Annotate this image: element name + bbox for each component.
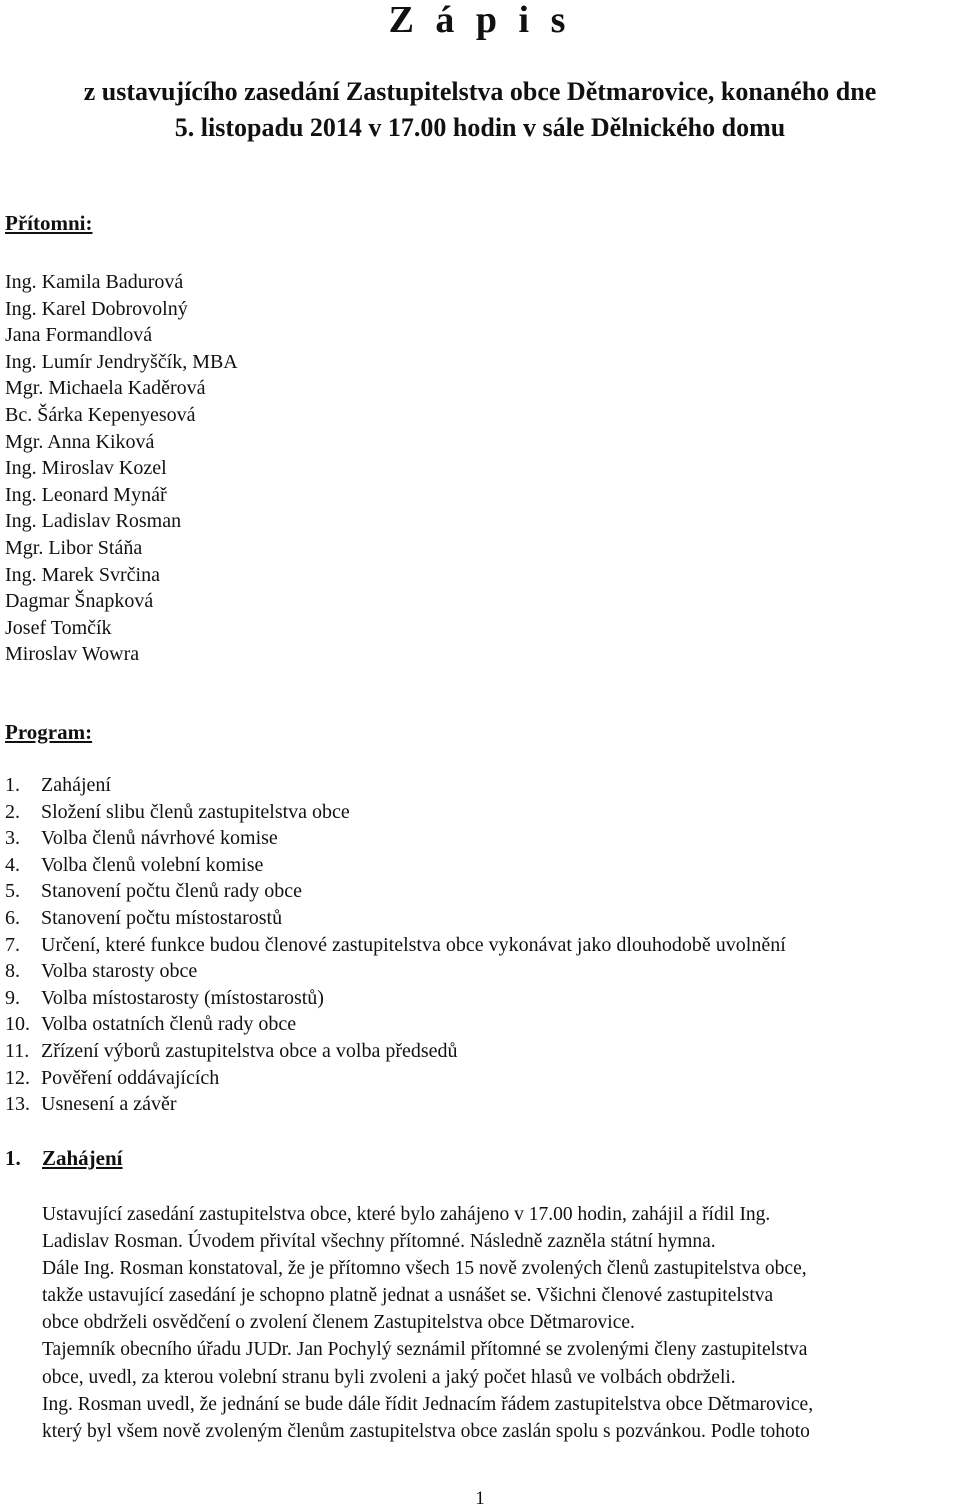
attendee-name: Ing. Miroslav Kozel <box>5 457 167 480</box>
attendee-name: Miroslav Wowra <box>5 643 140 666</box>
program-item-number: 11. <box>5 1039 30 1062</box>
program-item <box>5 932 786 959</box>
document-subtitle <box>0 74 960 146</box>
body-line: Tajemník obecního úřadu JUDr. Jan Pochylý seznámil přítomné se zvolenými členy zastupitelstva <box>42 1339 808 1361</box>
program-item <box>5 1011 786 1038</box>
program-item <box>5 772 786 799</box>
program-item-text: Volba místostarosty (místostarostů) <box>41 986 324 1009</box>
attendee-name: Josef Tomčík <box>5 616 112 639</box>
program-item-number: 7. <box>5 933 20 956</box>
attendee-name: Dagmar Šnapková <box>5 590 154 613</box>
attendee-name: Mgr. Libor Stáňa <box>5 536 143 559</box>
subtitle-line-2: 5. listopadu 2014 v 17.00 hodin v sále Dělnického domu <box>174 113 786 142</box>
program-item <box>5 852 786 879</box>
attendee-name: Ing. Karel Dobrovolný <box>5 297 188 320</box>
body-line: který byl všem nově zvoleným členům zastupitelstva obce zaslán spolu s pozvánkou. Podle tohoto <box>42 1420 810 1442</box>
program-item-text: Zřízení výborů zastupitelstva obce a volba předsedů <box>41 1039 458 1062</box>
program-item <box>5 825 786 852</box>
program-item-number: 3. <box>5 827 20 850</box>
program-item-number: 1. <box>5 774 20 796</box>
body-line: obce, uvedl, za kterou volební stranu byli zvoleni a jaký počet hlasů ve volbách obdrželi. <box>42 1366 736 1388</box>
program-item-number: 9. <box>5 986 20 1009</box>
body-line: takže ustavující zasedání je schopno platně jednat a usnášet se. Všichni členové zastupitelstva <box>42 1285 774 1307</box>
attendee-name: Ing. Leonard Mynář <box>5 483 167 506</box>
page-number: 1 <box>475 1488 485 1509</box>
program-list <box>5 772 786 1118</box>
attendee-name: Bc. Šárka Kepenyesová <box>5 403 196 426</box>
program-item <box>5 1038 786 1065</box>
program-item-text: Volba starosty obce <box>41 960 198 983</box>
attendees-list <box>5 269 238 668</box>
program-item <box>5 905 786 932</box>
program-item-text: Zahájení <box>41 774 111 796</box>
program-item-number: 10. <box>5 1013 30 1036</box>
program-item-number: 13. <box>5 1093 30 1116</box>
body-line: Ing. Rosman uvedl, že jednání se bude dále řídit Jednacím řádem zastupitelstva obce Dětmarovice, <box>42 1393 814 1415</box>
program-item-text: Stanovení počtu členů rady obce <box>41 880 303 903</box>
program-item-text: Volba členů volební komise <box>41 853 264 876</box>
program-item <box>5 985 786 1012</box>
program-heading: Program: <box>5 720 93 744</box>
program-item <box>5 958 786 985</box>
program-item-text: Usnesení a závěr <box>41 1093 177 1116</box>
section-1-body <box>42 1201 960 1445</box>
attendee-name: Jana Formandlová <box>5 324 153 347</box>
section-1-title: Zahájení <box>42 1146 123 1170</box>
body-line: Dále Ing. Rosman konstatoval, že je přítomno všech 15 nově zvolených členů zastupitelstva obce, <box>42 1258 807 1280</box>
body-line: obce obdrželi osvědčení o zvolení členem Zastupitelstva obce Dětmarovice. <box>42 1312 635 1334</box>
body-line: Ladislav Rosman. Úvodem přivítal všechny přítomné. Následně zazněla státní hymna. <box>42 1231 716 1253</box>
attendee-name: Ing. Ladislav Rosman <box>5 510 182 533</box>
program-item-number: 4. <box>5 853 20 876</box>
program-item-text: Složení slibu členů zastupitelstva obce <box>41 800 350 823</box>
program-item <box>5 1065 786 1092</box>
program-item <box>5 1091 786 1118</box>
attendee-name: Ing. Lumír Jendryščík, MBA <box>5 350 238 373</box>
section-1-number: 1. <box>5 1146 21 1170</box>
program-item-text: Pověření oddávajících <box>41 1066 220 1089</box>
program-item-number: 2. <box>5 800 20 823</box>
program-item-number: 8. <box>5 960 20 983</box>
attendees-heading: Přítomni: <box>5 211 93 235</box>
program-item-number: 6. <box>5 906 20 929</box>
subtitle-line-1: z ustavujícího zasedání Zastupitelstva obce Dětmarovice, konaného dne <box>83 77 877 106</box>
attendee-name: Mgr. Anna Kiková <box>5 430 155 453</box>
program-item-text: Stanovení počtu místostarostů <box>41 906 283 929</box>
program-item-text: Volba členů návrhové komise <box>41 827 278 850</box>
program-item-text: Volba ostatních členů rady obce <box>41 1013 297 1036</box>
section-1-heading <box>5 1146 123 1171</box>
document-title: Z á p i s <box>388 0 572 41</box>
program-item-number: 12. <box>5 1066 30 1089</box>
program-item <box>5 878 786 905</box>
program-item <box>5 799 786 826</box>
body-line: Ustavující zasedání zastupitelstva obce, které bylo zahájeno v 17.00 hodin, zahájil a řídil Ing. <box>42 1204 771 1225</box>
program-item-number: 5. <box>5 880 20 903</box>
program-item-text: Určení, které funkce budou členové zastupitelstva obce vykonávat jako dlouhodobě uvolnění <box>41 933 786 956</box>
attendee-name: Mgr. Michaela Kaděrová <box>5 377 206 400</box>
attendee-name: Ing. Marek Svrčina <box>5 563 160 586</box>
attendee-name: Ing. Kamila Badurová <box>5 271 184 293</box>
